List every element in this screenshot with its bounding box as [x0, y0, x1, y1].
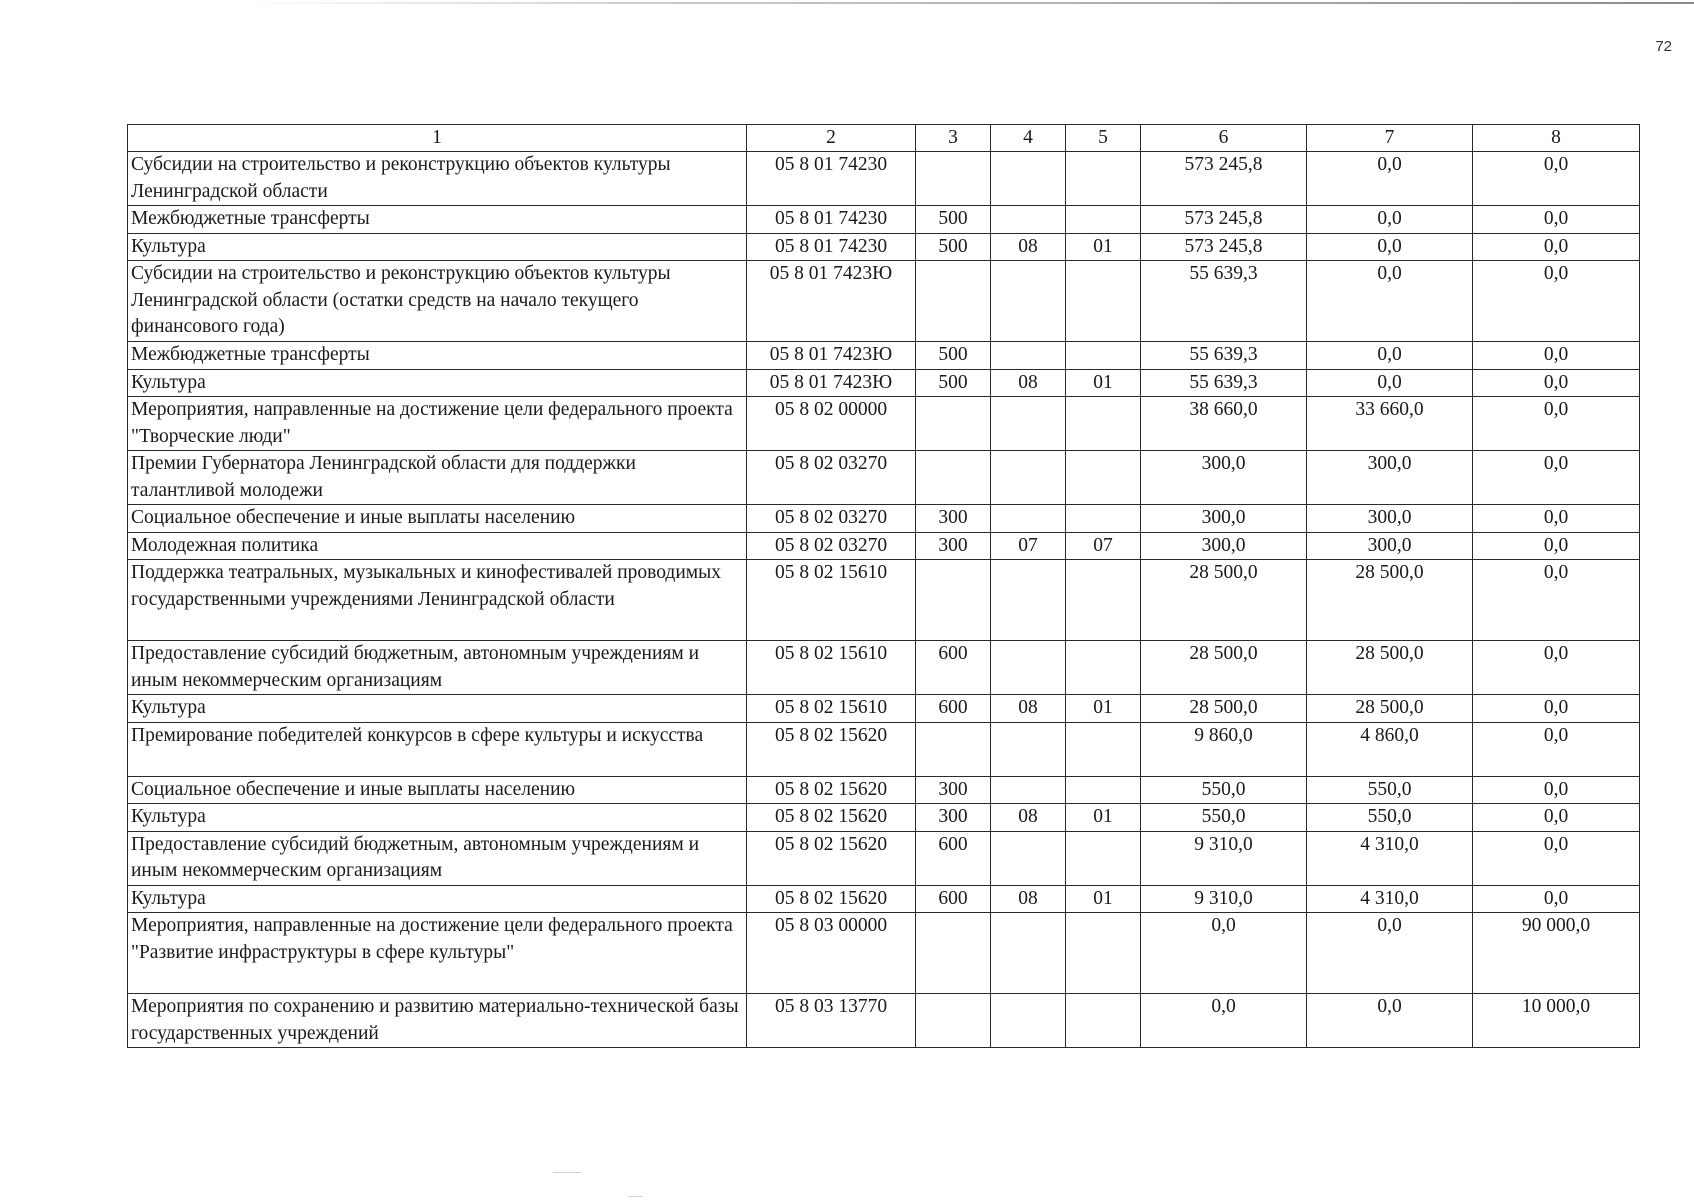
row-col5-cell	[1066, 776, 1141, 804]
row-col4-cell: 08	[991, 804, 1066, 832]
table-row	[128, 994, 1640, 1048]
row-amount6-cell: 38 660,0	[1141, 397, 1307, 451]
row-amount8-cell: 0,0	[1473, 369, 1640, 397]
table-row	[128, 913, 1640, 994]
row-col4-cell: 08	[991, 695, 1066, 723]
table-row	[128, 641, 1640, 695]
row-name-cell: Предоставление субсидий бюджетным, автономным учреждениям и иным некоммерческим организациям	[128, 641, 747, 695]
row-name-cell: Премирование победителей конкурсов в сфере культуры и искусства	[128, 722, 747, 776]
row-code-cell: 05 8 02 15620	[747, 831, 916, 885]
row-col4-cell	[991, 397, 1066, 451]
row-col5-cell	[1066, 342, 1141, 370]
row-col3-cell	[916, 994, 991, 1048]
row-amount7-cell: 300,0	[1307, 505, 1473, 533]
row-col5-cell: 01	[1066, 885, 1141, 913]
row-col3-cell	[916, 397, 991, 451]
row-col5-cell	[1066, 261, 1141, 342]
row-col3-cell	[916, 152, 991, 206]
row-col3-cell: 300	[916, 532, 991, 560]
row-code-cell: 05 8 02 15620	[747, 776, 916, 804]
row-col5-cell: 07	[1066, 532, 1141, 560]
row-col3-cell: 500	[916, 369, 991, 397]
row-col3-cell: 500	[916, 342, 991, 370]
row-code-cell: 05 8 01 74230	[747, 152, 916, 206]
row-amount6-cell: 28 500,0	[1141, 641, 1307, 695]
row-amount7-cell: 0,0	[1307, 206, 1473, 234]
row-col4-cell: 08	[991, 369, 1066, 397]
row-amount8-cell: 90 000,0	[1473, 913, 1640, 994]
row-amount6-cell: 550,0	[1141, 776, 1307, 804]
row-col3-cell	[916, 560, 991, 641]
row-name-cell: Молодежная политика	[128, 532, 747, 560]
table-row	[128, 397, 1640, 451]
row-col4-cell	[991, 451, 1066, 505]
row-amount7-cell: 4 310,0	[1307, 831, 1473, 885]
row-amount8-cell: 0,0	[1473, 695, 1640, 723]
table-row	[128, 722, 1640, 776]
row-amount6-cell: 55 639,3	[1141, 261, 1307, 342]
table-row	[128, 451, 1640, 505]
row-amount6-cell: 9 310,0	[1141, 831, 1307, 885]
row-col5-cell	[1066, 831, 1141, 885]
row-amount8-cell: 0,0	[1473, 722, 1640, 776]
row-amount6-cell: 55 639,3	[1141, 342, 1307, 370]
row-col5-cell	[1066, 451, 1141, 505]
row-code-cell: 05 8 02 15610	[747, 560, 916, 641]
row-col3-cell: 300	[916, 776, 991, 804]
table-row	[128, 776, 1640, 804]
row-name-cell: Межбюджетные трансферты	[128, 206, 747, 234]
row-amount6-cell: 573 245,8	[1141, 233, 1307, 261]
column-number-cell: 6	[1141, 125, 1307, 152]
row-col4-cell	[991, 342, 1066, 370]
row-amount8-cell: 0,0	[1473, 831, 1640, 885]
row-amount7-cell: 28 500,0	[1307, 560, 1473, 641]
row-amount8-cell: 0,0	[1473, 885, 1640, 913]
row-col5-cell	[1066, 913, 1141, 994]
page-number: 72	[1655, 38, 1672, 55]
row-col5-cell: 01	[1066, 804, 1141, 832]
row-amount8-cell: 0,0	[1473, 505, 1640, 533]
row-code-cell: 05 8 02 03270	[747, 451, 916, 505]
row-code-cell: 05 8 01 74230	[747, 233, 916, 261]
row-col5-cell: 01	[1066, 233, 1141, 261]
row-amount8-cell: 0,0	[1473, 804, 1640, 832]
row-amount7-cell: 550,0	[1307, 776, 1473, 804]
column-number-cell: 3	[916, 125, 991, 152]
row-amount8-cell: 0,0	[1473, 776, 1640, 804]
row-col4-cell	[991, 722, 1066, 776]
row-col3-cell: 600	[916, 831, 991, 885]
row-col4-cell	[991, 776, 1066, 804]
table-row	[128, 532, 1640, 560]
row-amount6-cell: 300,0	[1141, 532, 1307, 560]
row-col4-cell	[991, 831, 1066, 885]
row-name-cell: Мероприятия, направленные на достижение цели федерального проекта "Творческие люди"	[128, 397, 747, 451]
row-name-cell: Социальное обеспечение и иные выплаты населению	[128, 776, 747, 804]
row-amount6-cell: 0,0	[1141, 994, 1307, 1048]
row-col5-cell	[1066, 722, 1141, 776]
row-col4-cell	[991, 206, 1066, 234]
column-number-cell: 5	[1066, 125, 1141, 152]
row-name-cell: Субсидии на строительство и реконструкцию объектов культуры Ленинградской области	[128, 152, 747, 206]
column-number-cell: 7	[1307, 125, 1473, 152]
column-number-cell: 1	[128, 125, 747, 152]
row-amount8-cell: 0,0	[1473, 451, 1640, 505]
row-amount6-cell: 9 310,0	[1141, 885, 1307, 913]
row-amount6-cell: 28 500,0	[1141, 695, 1307, 723]
row-code-cell: 05 8 02 03270	[747, 505, 916, 533]
row-amount8-cell: 0,0	[1473, 152, 1640, 206]
table-row	[128, 695, 1640, 723]
row-col3-cell	[916, 722, 991, 776]
row-col5-cell	[1066, 505, 1141, 533]
column-number-row	[128, 125, 1640, 152]
row-col5-cell	[1066, 152, 1141, 206]
row-amount7-cell: 4 310,0	[1307, 885, 1473, 913]
row-col4-cell	[991, 261, 1066, 342]
row-col4-cell	[991, 641, 1066, 695]
row-amount8-cell: 0,0	[1473, 261, 1640, 342]
table-row	[128, 804, 1640, 832]
row-amount6-cell: 573 245,8	[1141, 152, 1307, 206]
column-number-cell: 2	[747, 125, 916, 152]
row-code-cell: 05 8 01 74230	[747, 206, 916, 234]
table-body	[128, 125, 1640, 1048]
row-code-cell: 05 8 02 03270	[747, 532, 916, 560]
row-name-cell: Социальное обеспечение и иные выплаты населению	[128, 505, 747, 533]
scan-speck	[553, 1172, 581, 1173]
row-amount6-cell: 300,0	[1141, 505, 1307, 533]
row-amount7-cell: 33 660,0	[1307, 397, 1473, 451]
row-amount8-cell: 0,0	[1473, 397, 1640, 451]
row-amount7-cell: 0,0	[1307, 233, 1473, 261]
row-code-cell: 05 8 03 13770	[747, 994, 916, 1048]
row-name-cell: Субсидии на строительство и реконструкцию объектов культуры Ленинградской области (остатки средств на начало текущего финансового года)	[128, 261, 747, 342]
table-row	[128, 885, 1640, 913]
row-col3-cell: 300	[916, 804, 991, 832]
row-col4-cell	[991, 913, 1066, 994]
row-code-cell: 05 8 03 00000	[747, 913, 916, 994]
row-name-cell: Премии Губернатора Ленинградской области для поддержки талантливой молодежи	[128, 451, 747, 505]
table-row	[128, 206, 1640, 234]
row-col5-cell	[1066, 641, 1141, 695]
row-amount7-cell: 4 860,0	[1307, 722, 1473, 776]
row-amount7-cell: 0,0	[1307, 261, 1473, 342]
row-code-cell: 05 8 01 7423Ю	[747, 369, 916, 397]
table-row	[128, 831, 1640, 885]
row-col5-cell	[1066, 994, 1141, 1048]
row-col3-cell: 500	[916, 206, 991, 234]
row-code-cell: 05 8 02 15620	[747, 885, 916, 913]
row-amount6-cell: 28 500,0	[1141, 560, 1307, 641]
row-name-cell: Межбюджетные трансферты	[128, 342, 747, 370]
scan-edge	[240, 2, 1694, 4]
row-col3-cell: 600	[916, 885, 991, 913]
row-amount6-cell: 573 245,8	[1141, 206, 1307, 234]
row-col5-cell	[1066, 206, 1141, 234]
column-number-cell: 8	[1473, 125, 1640, 152]
row-col4-cell	[991, 505, 1066, 533]
row-amount8-cell: 0,0	[1473, 342, 1640, 370]
row-col3-cell: 600	[916, 641, 991, 695]
budget-table-container	[127, 124, 1640, 1048]
row-code-cell: 05 8 01 7423Ю	[747, 261, 916, 342]
row-col4-cell	[991, 152, 1066, 206]
row-col5-cell	[1066, 560, 1141, 641]
row-name-cell: Предоставление субсидий бюджетным, автономным учреждениям и иным некоммерческим организациям	[128, 831, 747, 885]
row-amount8-cell: 0,0	[1473, 560, 1640, 641]
budget-table	[127, 124, 1640, 1048]
row-amount7-cell: 0,0	[1307, 342, 1473, 370]
row-amount8-cell: 0,0	[1473, 233, 1640, 261]
row-col4-cell: 08	[991, 233, 1066, 261]
scan-speck	[628, 1196, 642, 1197]
row-amount7-cell: 0,0	[1307, 913, 1473, 994]
row-col5-cell: 01	[1066, 695, 1141, 723]
row-name-cell: Культура	[128, 885, 747, 913]
row-amount6-cell: 300,0	[1141, 451, 1307, 505]
row-amount8-cell: 10 000,0	[1473, 994, 1640, 1048]
row-amount7-cell: 28 500,0	[1307, 641, 1473, 695]
column-number-cell: 4	[991, 125, 1066, 152]
row-col4-cell: 08	[991, 885, 1066, 913]
table-row	[128, 261, 1640, 342]
row-name-cell: Поддержка театральных, музыкальных и кинофестивалей проводимых государственными учреждениями Ленинградской области	[128, 560, 747, 641]
row-code-cell: 05 8 02 15610	[747, 695, 916, 723]
row-amount7-cell: 300,0	[1307, 451, 1473, 505]
row-code-cell: 05 8 02 15620	[747, 804, 916, 832]
table-row	[128, 233, 1640, 261]
row-amount8-cell: 0,0	[1473, 532, 1640, 560]
row-amount7-cell: 0,0	[1307, 994, 1473, 1048]
table-row	[128, 369, 1640, 397]
row-col4-cell: 07	[991, 532, 1066, 560]
row-name-cell: Культура	[128, 695, 747, 723]
row-col3-cell: 600	[916, 695, 991, 723]
row-amount6-cell: 9 860,0	[1141, 722, 1307, 776]
row-name-cell: Культура	[128, 369, 747, 397]
row-amount7-cell: 0,0	[1307, 152, 1473, 206]
row-name-cell: Культура	[128, 804, 747, 832]
row-amount7-cell: 300,0	[1307, 532, 1473, 560]
table-row	[128, 152, 1640, 206]
table-row	[128, 505, 1640, 533]
row-amount6-cell: 55 639,3	[1141, 369, 1307, 397]
row-col4-cell	[991, 560, 1066, 641]
row-amount8-cell: 0,0	[1473, 641, 1640, 695]
row-code-cell: 05 8 02 00000	[747, 397, 916, 451]
row-name-cell: Мероприятия по сохранению и развитию материально-технической базы государственных учреждений	[128, 994, 747, 1048]
row-code-cell: 05 8 01 7423Ю	[747, 342, 916, 370]
row-col3-cell	[916, 261, 991, 342]
row-amount7-cell: 28 500,0	[1307, 695, 1473, 723]
row-amount7-cell: 550,0	[1307, 804, 1473, 832]
table-row	[128, 560, 1640, 641]
row-col5-cell: 01	[1066, 369, 1141, 397]
row-col3-cell	[916, 451, 991, 505]
row-amount8-cell: 0,0	[1473, 206, 1640, 234]
row-code-cell: 05 8 02 15610	[747, 641, 916, 695]
row-name-cell: Мероприятия, направленные на достижение цели федерального проекта "Развитие инфраструктуры в сфере культуры"	[128, 913, 747, 994]
table-row	[128, 342, 1640, 370]
row-amount6-cell: 0,0	[1141, 913, 1307, 994]
row-amount7-cell: 0,0	[1307, 369, 1473, 397]
row-col3-cell	[916, 913, 991, 994]
row-col3-cell: 300	[916, 505, 991, 533]
row-amount6-cell: 550,0	[1141, 804, 1307, 832]
row-col4-cell	[991, 994, 1066, 1048]
row-code-cell: 05 8 02 15620	[747, 722, 916, 776]
row-col5-cell	[1066, 397, 1141, 451]
row-name-cell: Культура	[128, 233, 747, 261]
row-col3-cell: 500	[916, 233, 991, 261]
